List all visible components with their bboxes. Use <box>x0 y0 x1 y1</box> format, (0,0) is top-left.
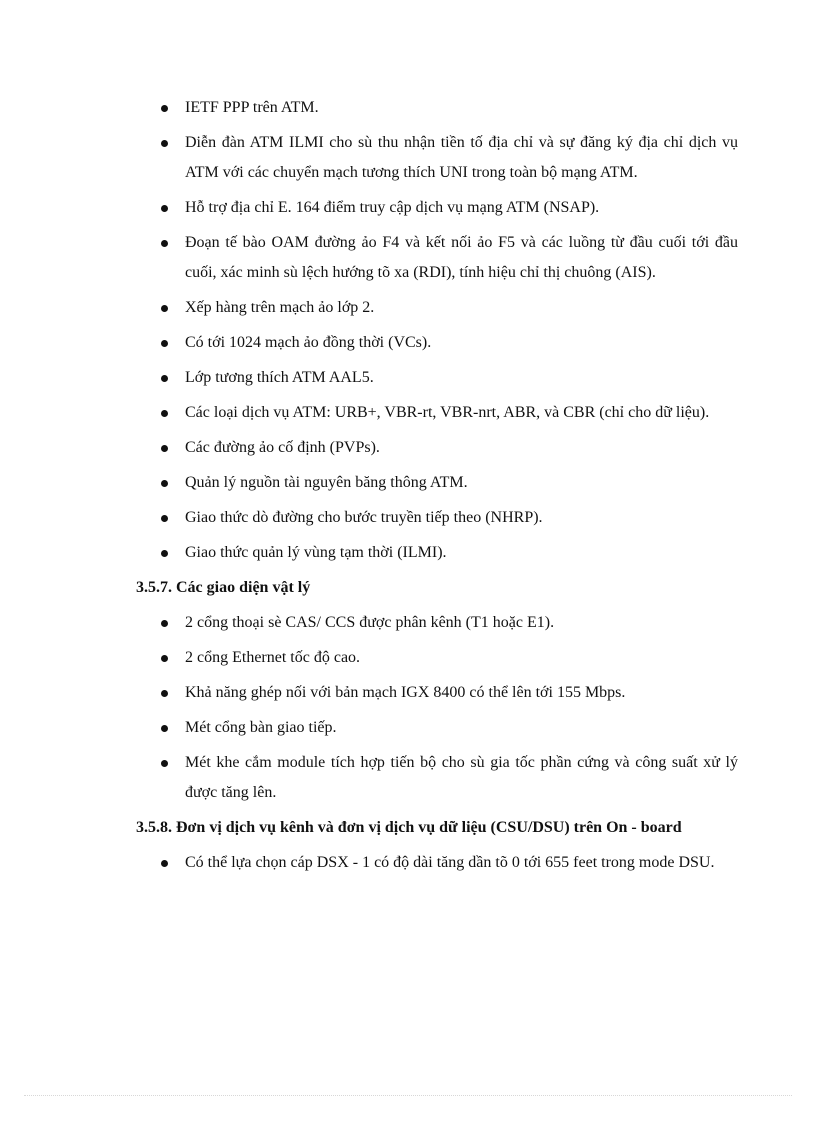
bullet-icon <box>161 105 168 112</box>
list-item-text: 2 cổng Ethernet tốc độ cao. <box>185 649 361 666</box>
list-item-text: Các đường ảo cố định (PVPs). <box>185 439 380 456</box>
list-item-text: Đoạn tế bào OAM đường ảo F4 và kết nối ảo F5 và các luồng từ đầu cuối tới đầu cuối, xác minh sù lệch hướng tõ xa (RDI), tính hiệu chỉ thị chuông (AIS). <box>185 234 738 281</box>
list-item <box>136 328 738 358</box>
bullet-icon <box>161 860 168 867</box>
list-item <box>136 468 738 498</box>
list-item-text: Lớp tương thích ATM AAL5. <box>185 369 374 386</box>
list-item <box>136 848 738 878</box>
list-item-text: Xếp hàng trên mạch ảo lớp 2. <box>185 299 375 316</box>
list-item-text: Có thể lựa chọn cáp DSX - 1 có độ dài tăng dần tõ 0 tới 655 feet trong mode DSU. <box>185 854 715 871</box>
list-item-text: Mét cổng bàn giao tiếp. <box>185 719 337 736</box>
list-item <box>136 228 738 288</box>
list-item-text: IETF PPP trên ATM. <box>185 99 319 116</box>
list-item <box>136 713 738 743</box>
list-item-text: Giao thức quản lý vùng tạm thời (ILMI). <box>185 544 447 561</box>
bullet-icon <box>161 725 168 732</box>
list-item-text: Hỗ trợ địa chỉ E. 164 điểm truy cập dịch vụ mạng ATM (NSAP). <box>185 199 600 216</box>
list-item <box>136 93 738 123</box>
list-item-text: Quản lý nguồn tài nguyên băng thông ATM. <box>185 474 468 491</box>
list-item-text: Có tới 1024 mạch ảo đồng thời (VCs). <box>185 334 432 351</box>
bullet-icon <box>161 240 168 247</box>
list-item-text: 2 cổng thoại sè CAS/ CCS được phân kênh (T1 hoặc E1). <box>185 614 555 631</box>
bullet-icon <box>161 410 168 417</box>
list-item <box>136 538 738 568</box>
feature-list-atm <box>136 93 738 568</box>
list-item <box>136 398 738 428</box>
feature-list-csu-dsu <box>136 848 738 878</box>
bullet-icon <box>161 375 168 382</box>
bullet-icon <box>161 760 168 767</box>
bullet-icon <box>161 140 168 147</box>
list-item <box>136 193 738 223</box>
list-item <box>136 128 738 188</box>
list-item <box>136 503 738 533</box>
list-item-text: Các loại dịch vụ ATM: URB+, VBR-rt, VBR-nrt, ABR, và CBR (chỉ cho dữ liệu). <box>185 404 710 421</box>
list-item <box>136 678 738 708</box>
list-item <box>136 643 738 673</box>
list-item-text: Khả năng ghép nối với bản mạch IGX 8400 có thể lên tới 155 Mbps. <box>185 684 626 701</box>
list-item <box>136 608 738 638</box>
list-item-text: Diễn đàn ATM ILMI cho sù thu nhận tiền tố địa chỉ và sự đăng ký địa chỉ dịch vụ ATM với các chuyển mạch tương thích UNI trong toàn bộ mạng ATM. <box>185 134 738 181</box>
bullet-icon <box>161 445 168 452</box>
page-footer-divider <box>24 1095 792 1096</box>
page-content <box>136 93 738 883</box>
bullet-icon <box>161 305 168 312</box>
list-item <box>136 433 738 463</box>
list-item <box>136 363 738 393</box>
list-item <box>136 293 738 323</box>
section-heading-3-5-8: 3.5.8. Đơn vị dịch vụ kênh và đơn vị dịch vụ dữ liệu (CSU/DSU) trên On - board <box>136 819 682 836</box>
bullet-icon <box>161 480 168 487</box>
feature-list-physical-interfaces <box>136 608 738 808</box>
bullet-icon <box>161 655 168 662</box>
bullet-icon <box>161 550 168 557</box>
list-item-text: Giao thức dò đường cho bước truyền tiếp theo (NHRP). <box>185 509 543 526</box>
list-item <box>136 748 738 808</box>
bullet-icon <box>161 515 168 522</box>
bullet-icon <box>161 620 168 627</box>
bullet-icon <box>161 205 168 212</box>
section-heading-3-5-7: 3.5.7. Các giao diện vật lý <box>136 579 311 596</box>
bullet-icon <box>161 340 168 347</box>
bullet-icon <box>161 690 168 697</box>
list-item-text: Mét khe cắm module tích hợp tiến bộ cho sù gia tốc phần cứng và công suất xử lý được tăng lên. <box>185 754 738 801</box>
